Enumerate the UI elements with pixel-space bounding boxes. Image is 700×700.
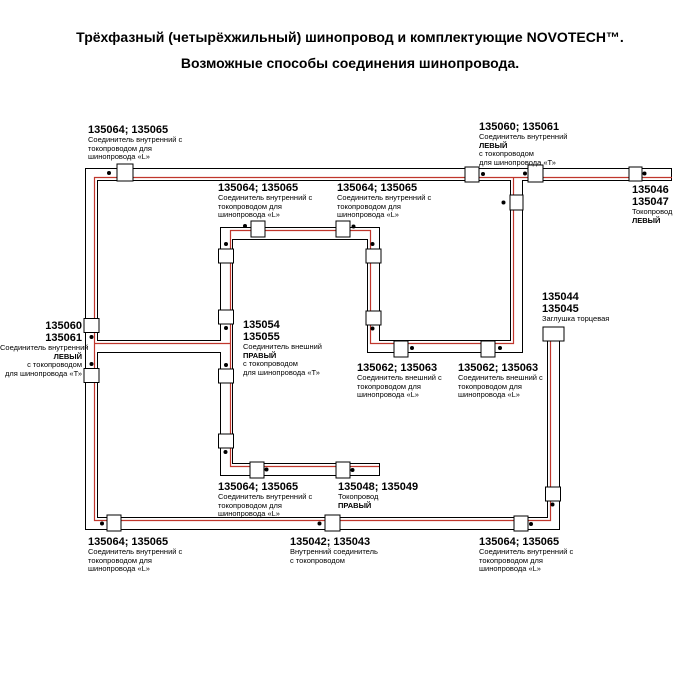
marker-dot <box>224 242 228 246</box>
marker-dot <box>371 242 375 246</box>
track-body <box>92 175 673 524</box>
label-135060-135061-left: 135060 135061 Соединитель внутренний ЛЕВЫЙ с токопроводом для шинопровода «Т» <box>0 320 89 378</box>
connector-box <box>219 369 234 383</box>
connector-box <box>366 311 381 325</box>
label-135062-135063-1: 135062; 135063 Соединитель внешний с токопроводом для шинопровода «L» <box>357 362 442 400</box>
label-135064-135065-inner-top-1: 135064; 135065 Соединитель внутренний с токопроводом для шинопровода «L» <box>218 182 313 220</box>
label-135042-135043-bottom: 135042; 135043 Внутренний соединитель с токопроводом <box>290 536 378 565</box>
label-135064-135065-inner-top-2: 135064; 135065 Соединитель внутренний с токопроводом для шинопровода «L» <box>337 182 432 220</box>
marker-dot <box>351 468 355 472</box>
title-line-2: Возможные способы соединения шинопровода. <box>180 55 520 71</box>
connector-box <box>219 434 234 448</box>
connector-box <box>546 487 561 501</box>
connector-box <box>219 310 234 324</box>
end-cap <box>543 327 564 341</box>
connector-box <box>528 165 543 182</box>
marker-dot <box>481 172 485 176</box>
label-135064-135065-top-left: 135064; 135065 Соединитель внутренний с токопроводом для шинопровода «L» <box>88 124 183 162</box>
connector-box <box>84 369 99 383</box>
marker-dot <box>551 503 555 507</box>
marker-dot <box>523 172 527 176</box>
marker-dot <box>224 450 228 454</box>
connector-box <box>510 195 523 210</box>
marker-dot <box>100 522 104 526</box>
label-135054-135055-center: 135054 135055 Соединитель внешний ПРАВЫЙ с токопроводом для шинопровода «Т» <box>243 319 322 377</box>
marker-dot <box>243 224 247 228</box>
power-feed-box <box>629 167 642 181</box>
label-135062-135063-2: 135062; 135063 Соединитель внешний с токопроводом для шинопровода «L» <box>458 362 543 400</box>
connector-box <box>394 341 408 357</box>
connector-box <box>336 221 350 237</box>
label-135046-135047-feed-left: 135046 135047 Токопровод ЛЕВЫЙ <box>632 184 673 225</box>
connector-box <box>117 164 133 181</box>
title-line-1: Трёхфазный (четырёхжильный) шинопровод и комплектующие NOVOTECH™. <box>76 29 624 45</box>
marker-dot <box>410 346 414 350</box>
label-135060-135061-top: 135060; 135061 Соединитель внутренний ЛЕВЫЙ с токопроводом для шинопровода «Т» <box>479 121 568 167</box>
label-135044-135045-end-cap: 135044 135045 Заглушка торцевая <box>542 291 610 323</box>
connector-box <box>465 167 479 182</box>
connector-box <box>250 462 264 478</box>
marker-dot <box>498 346 502 350</box>
label-135048-135049-feed-right: 135048; 135049 Токопровод ПРАВЫЙ <box>338 481 419 510</box>
marker-dot <box>529 522 533 526</box>
connector-box <box>219 249 234 263</box>
marker-dot <box>90 362 94 366</box>
connector-box <box>366 249 381 263</box>
connector-box <box>481 341 495 357</box>
power-feed-box <box>336 462 350 478</box>
marker-dot <box>90 335 94 339</box>
label-135064-135065-bottom-left: 135064; 135065 Соединитель внутренний с токопроводом для шинопровода «L» <box>88 536 183 574</box>
marker-dot <box>265 468 269 472</box>
marker-dot <box>107 171 111 175</box>
marker-dot <box>224 363 228 367</box>
connector-box <box>84 319 99 333</box>
marker-dot <box>643 172 647 176</box>
label-135064-135065-inner-bottom: 135064; 135065 Соединитель внутренний с токопроводом для шинопровода «L» <box>218 481 313 519</box>
marker-dot <box>502 201 506 205</box>
connector-box <box>251 221 265 237</box>
marker-dot <box>224 326 228 330</box>
connector-box <box>325 515 340 531</box>
label-135064-135065-bottom-right: 135064; 135065 Соединитель внутренний с токопроводом для шинопровода «L» <box>479 536 574 574</box>
connector-box <box>514 516 528 531</box>
marker-dot <box>352 225 356 229</box>
marker-dot <box>318 522 322 526</box>
marker-dot <box>371 327 375 331</box>
connector-box <box>107 515 121 531</box>
